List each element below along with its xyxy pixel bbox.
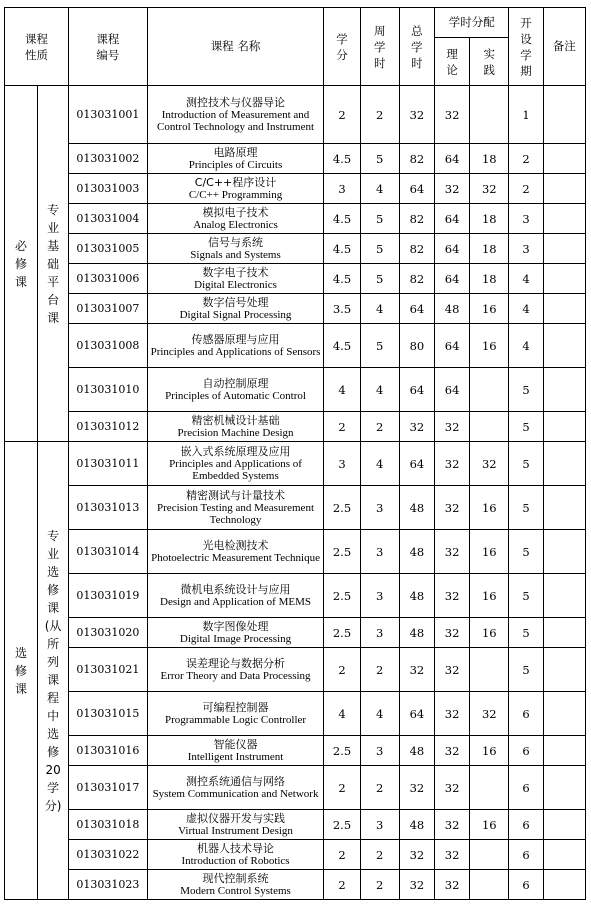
semester-value: 5 <box>509 618 543 648</box>
credits-value: 4 <box>324 692 360 736</box>
credits-value: 4.5 <box>324 264 360 294</box>
course-code: 013031006 <box>69 264 148 294</box>
course-name-cn: 传感器原理与应用 <box>191 332 280 346</box>
course-name-cn: 光电检测技术 <box>202 538 269 552</box>
remarks-value <box>543 324 585 368</box>
table-row <box>5 412 586 442</box>
course-name <box>147 766 324 810</box>
course-code: 013031002 <box>69 144 148 174</box>
course-name <box>147 86 324 144</box>
course-name-cn: 机器人技术导论 <box>197 841 275 855</box>
weekly-hours-value: 2 <box>360 870 399 900</box>
semester-value: 6 <box>509 692 543 736</box>
practice-hours-value: 16 <box>470 486 509 530</box>
course-name <box>147 648 324 692</box>
course-name-en: System Communication and Network <box>152 787 319 800</box>
course-name <box>147 574 324 618</box>
practice-hours-value: 16 <box>470 810 509 840</box>
required-category-cell <box>5 86 38 442</box>
weekly-hours-value: 3 <box>360 530 399 574</box>
header-course-name: 课程 名称 <box>147 8 324 86</box>
course-name <box>147 174 324 204</box>
credits-value: 2 <box>324 412 360 442</box>
credits-value: 4 <box>324 368 360 412</box>
credits-value: 2 <box>324 766 360 810</box>
practice-hours-value <box>470 368 509 412</box>
total-hours-value: 48 <box>399 810 434 840</box>
practice-hours-value: 18 <box>470 234 509 264</box>
header-course-code: 课程 编号 <box>69 8 148 86</box>
table-row <box>5 324 586 368</box>
table-row <box>5 234 586 264</box>
credits-value: 2.5 <box>324 736 360 766</box>
required-subcategory-cell <box>38 86 69 442</box>
total-hours-value: 82 <box>399 264 434 294</box>
course-name-en: Digital Signal Processing <box>179 308 292 321</box>
weekly-hours-value: 3 <box>360 618 399 648</box>
remarks-value <box>543 574 585 618</box>
elective-subcategory-cell <box>38 442 69 900</box>
required-category-label: 必 修 课 <box>15 238 28 289</box>
course-name-cn: 自动控制原理 <box>202 376 269 390</box>
practice-hours-value: 16 <box>470 736 509 766</box>
weekly-hours-value: 4 <box>360 174 399 204</box>
course-name-cn: 智能仪器 <box>213 737 258 751</box>
course-name <box>147 618 324 648</box>
course-code: 013031007 <box>69 294 148 324</box>
course-code: 013031015 <box>69 692 148 736</box>
course-code: 013031003 <box>69 174 148 204</box>
table-row <box>5 530 586 574</box>
credits-value: 2.5 <box>324 486 360 530</box>
weekly-hours-value: 5 <box>360 324 399 368</box>
course-name <box>147 810 324 840</box>
credits-value: 2 <box>324 870 360 900</box>
course-code: 013031014 <box>69 530 148 574</box>
course-code: 013031011 <box>69 442 148 486</box>
total-hours-value: 48 <box>399 574 434 618</box>
weekly-hours-value: 3 <box>360 736 399 766</box>
course-name-cn: 电路原理 <box>213 145 258 159</box>
course-code: 013031005 <box>69 234 148 264</box>
credits-value: 4.5 <box>324 234 360 264</box>
course-name <box>147 324 324 368</box>
table-row <box>5 174 586 204</box>
practice-hours-value <box>470 412 509 442</box>
course-name-en: Principles of Circuits <box>188 158 283 171</box>
course-name-en: Signals and Systems <box>190 248 281 261</box>
credits-value: 4.5 <box>324 324 360 368</box>
semester-value: 6 <box>509 810 543 840</box>
total-hours-value: 32 <box>399 86 434 144</box>
table-row <box>5 618 586 648</box>
semester-value: 6 <box>509 840 543 870</box>
total-hours-value: 32 <box>399 870 434 900</box>
theory-hours-value: 64 <box>435 144 470 174</box>
course-name-en: Analog Electronics <box>193 218 278 231</box>
practice-hours-value <box>470 86 509 144</box>
credits-value: 2.5 <box>324 810 360 840</box>
course-name-cn: 数字信号处理 <box>202 295 269 309</box>
remarks-value <box>543 412 585 442</box>
remarks-value <box>543 618 585 648</box>
semester-value: 3 <box>509 204 543 234</box>
credits-value: 2.5 <box>324 530 360 574</box>
practice-hours-value: 16 <box>470 618 509 648</box>
table-row <box>5 692 586 736</box>
course-code: 013031018 <box>69 810 148 840</box>
header-course-nature: 课程 性质 <box>5 8 69 86</box>
weekly-hours-value: 4 <box>360 368 399 412</box>
total-hours-value: 82 <box>399 204 434 234</box>
remarks-value <box>543 870 585 900</box>
course-name-cn: 可编程控制器 <box>202 700 269 714</box>
practice-hours-value: 18 <box>470 144 509 174</box>
remarks-value <box>543 530 585 574</box>
course-name-cn: 现代控制系统 <box>202 871 269 885</box>
course-name-cn: 测控技术与仪器导论 <box>186 95 286 109</box>
course-code: 013031022 <box>69 840 148 870</box>
table-row <box>5 736 586 766</box>
total-hours-value: 48 <box>399 486 434 530</box>
course-name <box>147 840 324 870</box>
remarks-value <box>543 86 585 144</box>
remarks-value <box>543 648 585 692</box>
header-practice: 实 践 <box>470 38 509 86</box>
table-row <box>5 648 586 692</box>
table-row <box>5 86 586 144</box>
theory-hours-value: 32 <box>435 174 470 204</box>
course-name-en: Principles and Applications of Sensors <box>150 345 321 358</box>
course-name-cn: 嵌入式系统原理及应用 <box>180 444 291 458</box>
course-code: 013031012 <box>69 412 148 442</box>
course-name-cn: 精密测试与计量技术 <box>186 488 286 502</box>
total-hours-value: 48 <box>399 618 434 648</box>
course-name-en: Principles and Applications of Embedded Systems <box>169 457 302 482</box>
credits-value: 4.5 <box>324 144 360 174</box>
remarks-value <box>543 692 585 736</box>
semester-value: 5 <box>509 442 543 486</box>
practice-hours-value: 18 <box>470 264 509 294</box>
total-hours-value: 82 <box>399 234 434 264</box>
total-hours-value: 82 <box>399 144 434 174</box>
course-name-en: Introduction of Robotics <box>181 854 290 867</box>
weekly-hours-value: 2 <box>360 840 399 870</box>
total-hours-value: 48 <box>399 736 434 766</box>
table-row <box>5 144 586 174</box>
table-body <box>5 86 586 900</box>
course-name-cn: 模拟电子技术 <box>202 205 269 219</box>
header-semester: 开 设 学 期 <box>509 8 543 86</box>
remarks-value <box>543 144 585 174</box>
course-name <box>147 234 324 264</box>
table-row <box>5 840 586 870</box>
remarks-value <box>543 736 585 766</box>
theory-hours-value: 64 <box>435 324 470 368</box>
semester-value: 5 <box>509 530 543 574</box>
theory-hours-value: 32 <box>435 486 470 530</box>
course-code: 013031021 <box>69 648 148 692</box>
course-name-en: Intelligent Instrument <box>187 750 284 763</box>
practice-hours-value: 16 <box>470 530 509 574</box>
total-hours-value: 32 <box>399 648 434 692</box>
semester-value: 5 <box>509 368 543 412</box>
practice-hours-value: 16 <box>470 324 509 368</box>
course-table <box>4 7 586 900</box>
semester-value: 6 <box>509 766 543 810</box>
credits-value: 2.5 <box>324 618 360 648</box>
total-hours-value: 64 <box>399 174 434 204</box>
practice-hours-value: 18 <box>470 204 509 234</box>
required-subcategory-label: 专 业 基 础 平 台 课 <box>47 202 60 325</box>
semester-value: 6 <box>509 736 543 766</box>
theory-hours-value: 32 <box>435 618 470 648</box>
weekly-hours-value: 4 <box>360 294 399 324</box>
table-row <box>5 870 586 900</box>
course-table-container <box>4 7 586 900</box>
course-name-en: Digital Image Processing <box>179 632 292 645</box>
table-row <box>5 442 586 486</box>
table-row <box>5 294 586 324</box>
practice-hours-value <box>470 648 509 692</box>
header-hours-distribution: 学时分配 <box>435 8 509 38</box>
semester-value: 5 <box>509 574 543 618</box>
practice-hours-value <box>470 766 509 810</box>
course-name-cn: 误差理论与数据分析 <box>186 656 286 670</box>
practice-hours-value: 32 <box>470 174 509 204</box>
credits-value: 3 <box>324 174 360 204</box>
practice-hours-value: 32 <box>470 442 509 486</box>
semester-value: 5 <box>509 648 543 692</box>
course-name-en: Modern Control Systems <box>180 884 291 897</box>
course-code: 013031008 <box>69 324 148 368</box>
header-remarks: 备注 <box>543 8 585 86</box>
theory-hours-value: 32 <box>435 810 470 840</box>
remarks-value <box>543 840 585 870</box>
course-name <box>147 294 324 324</box>
theory-hours-value: 64 <box>435 204 470 234</box>
course-name-en: Introduction of Measurement and Control Technology and Instrument <box>157 108 315 133</box>
elective-category-cell <box>5 442 38 900</box>
weekly-hours-value: 2 <box>360 648 399 692</box>
weekly-hours-value: 3 <box>360 486 399 530</box>
credits-value: 2 <box>324 840 360 870</box>
semester-value: 3 <box>509 234 543 264</box>
course-name <box>147 692 324 736</box>
course-name-en: Error Theory and Data Processing <box>160 669 311 682</box>
table-row <box>5 368 586 412</box>
remarks-value <box>543 442 585 486</box>
semester-value: 4 <box>509 324 543 368</box>
course-name-en: Principles of Automatic Control <box>165 389 306 402</box>
theory-hours-value: 32 <box>435 86 470 144</box>
course-name <box>147 412 324 442</box>
course-name-en: Design and Application of MEMS <box>160 595 311 608</box>
weekly-hours-value: 5 <box>360 264 399 294</box>
semester-value: 2 <box>509 144 543 174</box>
remarks-value <box>543 204 585 234</box>
course-code: 013031010 <box>69 368 148 412</box>
theory-hours-value: 32 <box>435 412 470 442</box>
course-code: 013031001 <box>69 86 148 144</box>
theory-hours-value: 32 <box>435 692 470 736</box>
credits-value: 2 <box>324 86 360 144</box>
practice-hours-value: 16 <box>470 574 509 618</box>
weekly-hours-value: 2 <box>360 766 399 810</box>
practice-hours-value: 16 <box>470 294 509 324</box>
credits-value: 3.5 <box>324 294 360 324</box>
elective-subcategory-label: 专 业 选 修 课 (从 所 列 课 程 中 选 修 20 学 分) <box>44 528 62 813</box>
elective-category-label: 选 修 课 <box>15 645 28 696</box>
semester-value: 2 <box>509 174 543 204</box>
credits-value: 2.5 <box>324 574 360 618</box>
theory-hours-value: 48 <box>435 294 470 324</box>
weekly-hours-value: 3 <box>360 810 399 840</box>
course-name-cn: 虚拟仪器开发与实践 <box>186 811 286 825</box>
practice-hours-value <box>470 840 509 870</box>
course-name <box>147 736 324 766</box>
practice-hours-value: 32 <box>470 692 509 736</box>
remarks-value <box>543 174 585 204</box>
course-name <box>147 486 324 530</box>
theory-hours-value: 32 <box>435 442 470 486</box>
course-name <box>147 144 324 174</box>
remarks-value <box>543 486 585 530</box>
theory-hours-value: 32 <box>435 648 470 692</box>
header-weekly-hours: 周 学 时 <box>360 8 399 86</box>
weekly-hours-value: 4 <box>360 692 399 736</box>
weekly-hours-value: 4 <box>360 442 399 486</box>
course-name-en: Digital Electronics <box>194 278 277 291</box>
theory-hours-value: 64 <box>435 368 470 412</box>
semester-value: 4 <box>509 294 543 324</box>
theory-hours-value: 32 <box>435 530 470 574</box>
table-row <box>5 766 586 810</box>
semester-value: 6 <box>509 870 543 900</box>
semester-value: 1 <box>509 86 543 144</box>
weekly-hours-value: 3 <box>360 574 399 618</box>
total-hours-value: 64 <box>399 692 434 736</box>
remarks-value <box>543 810 585 840</box>
course-code: 013031020 <box>69 618 148 648</box>
total-hours-value: 32 <box>399 766 434 810</box>
remarks-value <box>543 368 585 412</box>
weekly-hours-value: 5 <box>360 234 399 264</box>
course-name-cn: C/C++程序设计 <box>194 175 277 189</box>
remarks-value <box>543 264 585 294</box>
header-total-hours: 总 学 时 <box>399 8 434 86</box>
course-code: 013031004 <box>69 204 148 234</box>
course-name <box>147 530 324 574</box>
course-name <box>147 368 324 412</box>
theory-hours-value: 32 <box>435 766 470 810</box>
semester-value: 5 <box>509 486 543 530</box>
course-name-cn: 测控系统通信与网络 <box>186 774 286 788</box>
table-row <box>5 810 586 840</box>
theory-hours-value: 64 <box>435 234 470 264</box>
total-hours-value: 32 <box>399 840 434 870</box>
course-name <box>147 264 324 294</box>
semester-value: 4 <box>509 264 543 294</box>
semester-value: 5 <box>509 412 543 442</box>
header-theory: 理 论 <box>435 38 470 86</box>
header-credits: 学 分 <box>324 8 360 86</box>
remarks-value <box>543 294 585 324</box>
credits-value: 3 <box>324 442 360 486</box>
weekly-hours-value: 2 <box>360 412 399 442</box>
table-header <box>5 8 586 86</box>
total-hours-value: 48 <box>399 530 434 574</box>
total-hours-value: 64 <box>399 294 434 324</box>
total-hours-value: 80 <box>399 324 434 368</box>
table-row <box>5 486 586 530</box>
course-name-cn: 微机电系统设计与应用 <box>180 582 291 596</box>
remarks-value <box>543 234 585 264</box>
course-code: 013031019 <box>69 574 148 618</box>
course-name <box>147 442 324 486</box>
course-name-cn: 数字图像处理 <box>202 619 269 633</box>
course-code: 013031016 <box>69 736 148 766</box>
course-name-en: Precision Testing and Measurement Technology <box>157 501 314 526</box>
practice-hours-value <box>470 870 509 900</box>
course-name-cn: 信号与系统 <box>208 235 264 249</box>
course-name-en: Virtual Instrument Design <box>178 824 293 837</box>
table-row <box>5 264 586 294</box>
credits-value: 4.5 <box>324 204 360 234</box>
total-hours-value: 32 <box>399 412 434 442</box>
theory-hours-value: 32 <box>435 840 470 870</box>
theory-hours-value: 64 <box>435 264 470 294</box>
table-row <box>5 574 586 618</box>
course-code: 013031017 <box>69 766 148 810</box>
course-name-en: C/C++ Programming <box>188 188 283 201</box>
course-code: 013031023 <box>69 870 148 900</box>
course-code: 013031013 <box>69 486 148 530</box>
course-name-en: Precision Machine Design <box>177 426 294 439</box>
remarks-value <box>543 766 585 810</box>
course-name <box>147 870 324 900</box>
course-name <box>147 204 324 234</box>
weekly-hours-value: 5 <box>360 144 399 174</box>
theory-hours-value: 32 <box>435 736 470 766</box>
theory-hours-value: 32 <box>435 870 470 900</box>
course-name-en: Photoelectric Measurement Technique <box>151 551 320 564</box>
theory-hours-value: 32 <box>435 574 470 618</box>
weekly-hours-value: 2 <box>360 86 399 144</box>
weekly-hours-value: 5 <box>360 204 399 234</box>
total-hours-value: 64 <box>399 442 434 486</box>
course-name-cn: 精密机械设计基础 <box>191 413 280 427</box>
total-hours-value: 64 <box>399 368 434 412</box>
credits-value: 2 <box>324 648 360 692</box>
course-name-cn: 数字电子技术 <box>202 265 269 279</box>
course-name-en: Programmable Logic Controller <box>164 713 307 726</box>
table-row <box>5 204 586 234</box>
